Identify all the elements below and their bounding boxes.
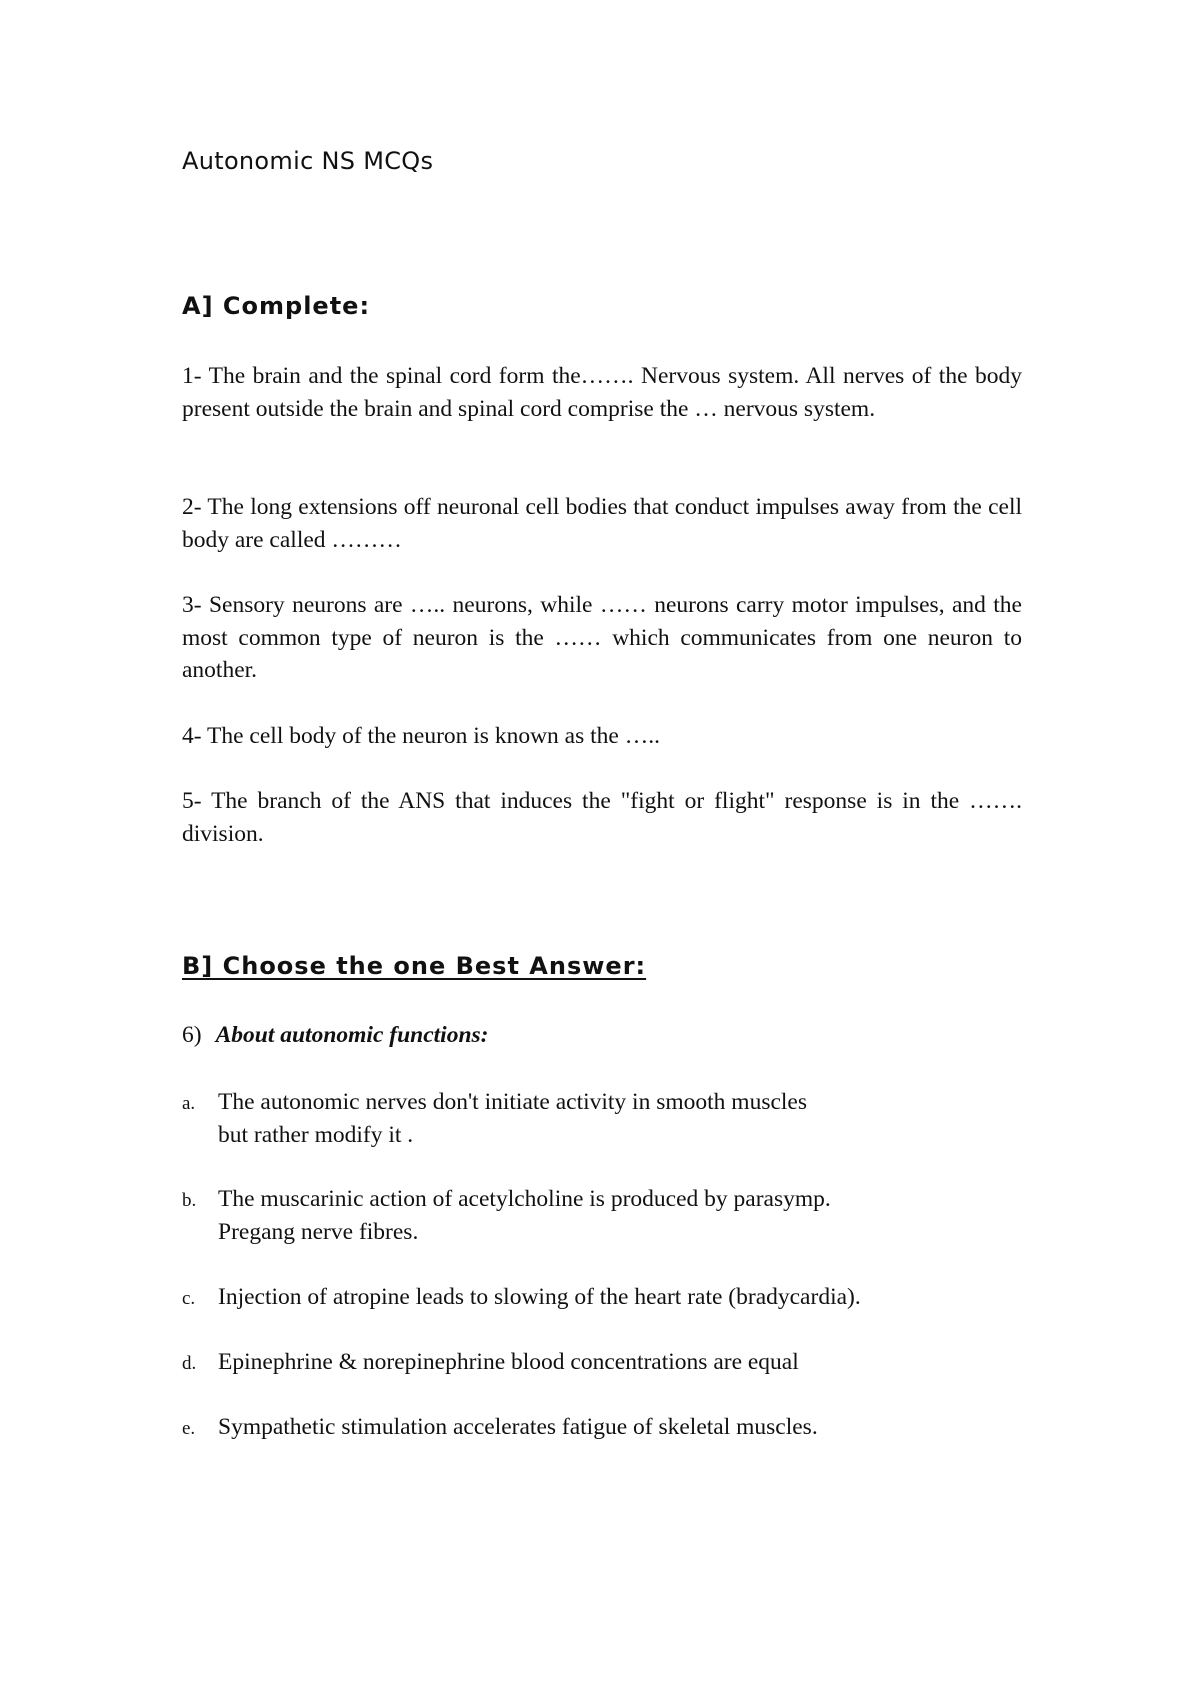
option-text: [218, 1346, 1038, 1379]
complete-question-5: 5- The branch of the ANS that induces the "fight or flight" response is in the ……. division.: [182, 788, 1022, 847]
option-text: [218, 1183, 1038, 1249]
complete-question-2: 2- The long extensions off neuronal cell bodies that conduct impulses away from the cell body are called ………: [182, 494, 1022, 553]
option-line: Epinephrine & norepinephrine blood concentrations are equal: [218, 1349, 799, 1375]
section-a-heading: A] Complete:: [182, 292, 371, 320]
option-text: [218, 1086, 1038, 1152]
mcq-stem-text: About autonomic functions:: [215, 1022, 489, 1048]
option-text: [218, 1281, 1038, 1314]
option-letter: a.: [182, 1093, 196, 1114]
option-line: Pregang nerve fibres.: [218, 1219, 419, 1245]
option-line: Sympathetic stimulation accelerates fatigue of skeletal muscles.: [218, 1414, 818, 1440]
complete-question-3: 3- Sensory neurons are ….. neurons, while …… neurons carry motor impulses, and the most common type of neuron is the …… which communicates from one neuron to another.: [182, 592, 1022, 683]
option-text: [218, 1411, 1038, 1444]
document-title: Autonomic NS MCQs: [182, 147, 434, 175]
option-line: The muscarinic action of acetylcholine is produced by parasymp.: [218, 1186, 831, 1212]
mcq-number: 6): [182, 1022, 202, 1048]
option-line: but rather modify it .: [218, 1122, 414, 1148]
option-letter: b.: [182, 1190, 197, 1211]
section-b-heading: B] Choose the one Best Answer:: [182, 952, 647, 980]
mcq-question-6: [182, 1022, 489, 1049]
option-line: The autonomic nerves don't initiate activity in smooth muscles: [218, 1089, 808, 1115]
option-letter: c.: [182, 1288, 196, 1309]
option-line: Injection of atropine leads to slowing of the heart rate (bradycardia).: [218, 1284, 861, 1310]
complete-question-4: 4- The cell body of the neuron is known as the …..: [182, 723, 660, 749]
option-letter: d.: [182, 1353, 197, 1374]
option-letter: e.: [182, 1418, 196, 1439]
complete-question-1: 1- The brain and the spinal cord form the……. Nervous system. All nerves of the body present outside the brain and spinal cord comprise the … nervous system.: [182, 363, 1022, 422]
